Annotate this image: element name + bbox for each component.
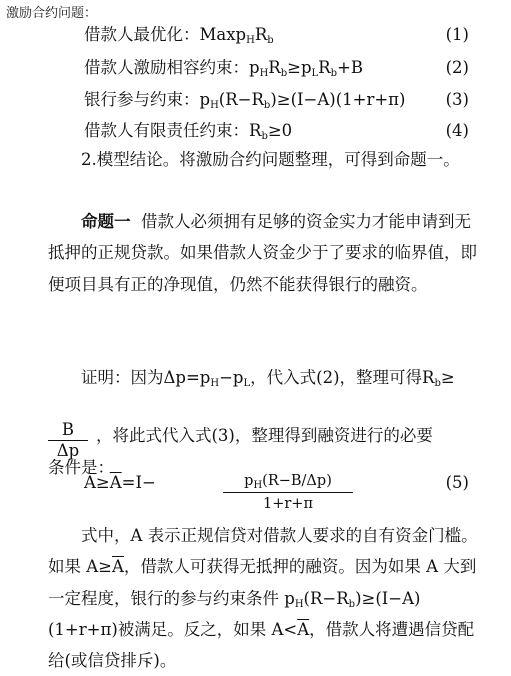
constraint-expr: $Maxp_HR_b$ <box>199 25 274 46</box>
constraint-label: 借款人最优化： <box>84 25 200 44</box>
condition-intro: 条件是： <box>48 458 114 477</box>
constraint-3 <box>84 85 469 115</box>
proposition-text: 借款人必须拥有足够的资金实力才能申请到无抵押的正规贷款。如果借款人资金少于了要求的临界值，即便项目具有正的净现值，仍然不能获得银行的融资。 <box>48 212 477 294</box>
proof-line: 证明：因为$\Delta p=p_H-p_L$，代入式(2)，整理可得$R_b\ge$ <box>81 368 455 389</box>
explanation-paragraph: 式中，A 表示正规信贷对借款人要求的自有资金门槛。如果 $A\ge\overline{A}$，借款人可获得无抵押的融资。因为如果 A 大到一定程度，银行的参与约束条件 $p_H(R-R_b)\ge(I-A)(1+r+\pi)$被满足。反之，如果 $A<\overline{A}$，借款人将遭遇信贷配给(或信贷排斥)。 <box>48 526 478 671</box>
model-conclusion-paragraph: 2.模型结论。将激励合约问题整理，可得到命题一。 <box>81 150 460 169</box>
fraction-denominator: Δp <box>56 441 80 460</box>
equation-lhs: $A\ge\overline{A}=I-$ <box>84 473 156 492</box>
proof-continuation: ，将此式代入式(3)，整理得到融资进行的必要 <box>96 426 433 445</box>
equation-number: (1) <box>445 25 469 44</box>
equation-fraction <box>223 470 353 515</box>
constraint-4 <box>84 116 469 146</box>
constraint-expr: $p_H(R-R_b)\ge(I-A)(1+r+\pi)$ <box>199 90 406 111</box>
fraction-b-over-delta-p <box>48 420 88 460</box>
equation-denominator: 1+r+π <box>263 496 313 512</box>
equation-number: (2) <box>445 58 469 77</box>
equation-numerator: $p_H(R-B/\Delta p)$ <box>223 470 353 493</box>
constraint-label: 借款人激励相容约束： <box>84 58 249 77</box>
constraint-2 <box>84 53 469 83</box>
equation-number: (4) <box>445 121 469 140</box>
equation-number: (3) <box>445 90 469 109</box>
section-heading: 激励合约问题： <box>6 6 98 21</box>
equation-number: (5) <box>445 473 469 492</box>
fraction-numerator: B <box>48 420 88 441</box>
constraint-expr: $p_HR_b\ge p_LR_b+B$ <box>249 58 363 79</box>
proposition-paragraph <box>48 206 478 300</box>
proposition-title: 命题一 <box>81 212 131 231</box>
constraint-1 <box>84 20 469 50</box>
constraint-label: 银行参与约束： <box>84 90 200 109</box>
constraint-expr: $R_b\ge 0$ <box>249 121 293 142</box>
constraint-label: 借款人有限责任约束： <box>84 121 249 140</box>
